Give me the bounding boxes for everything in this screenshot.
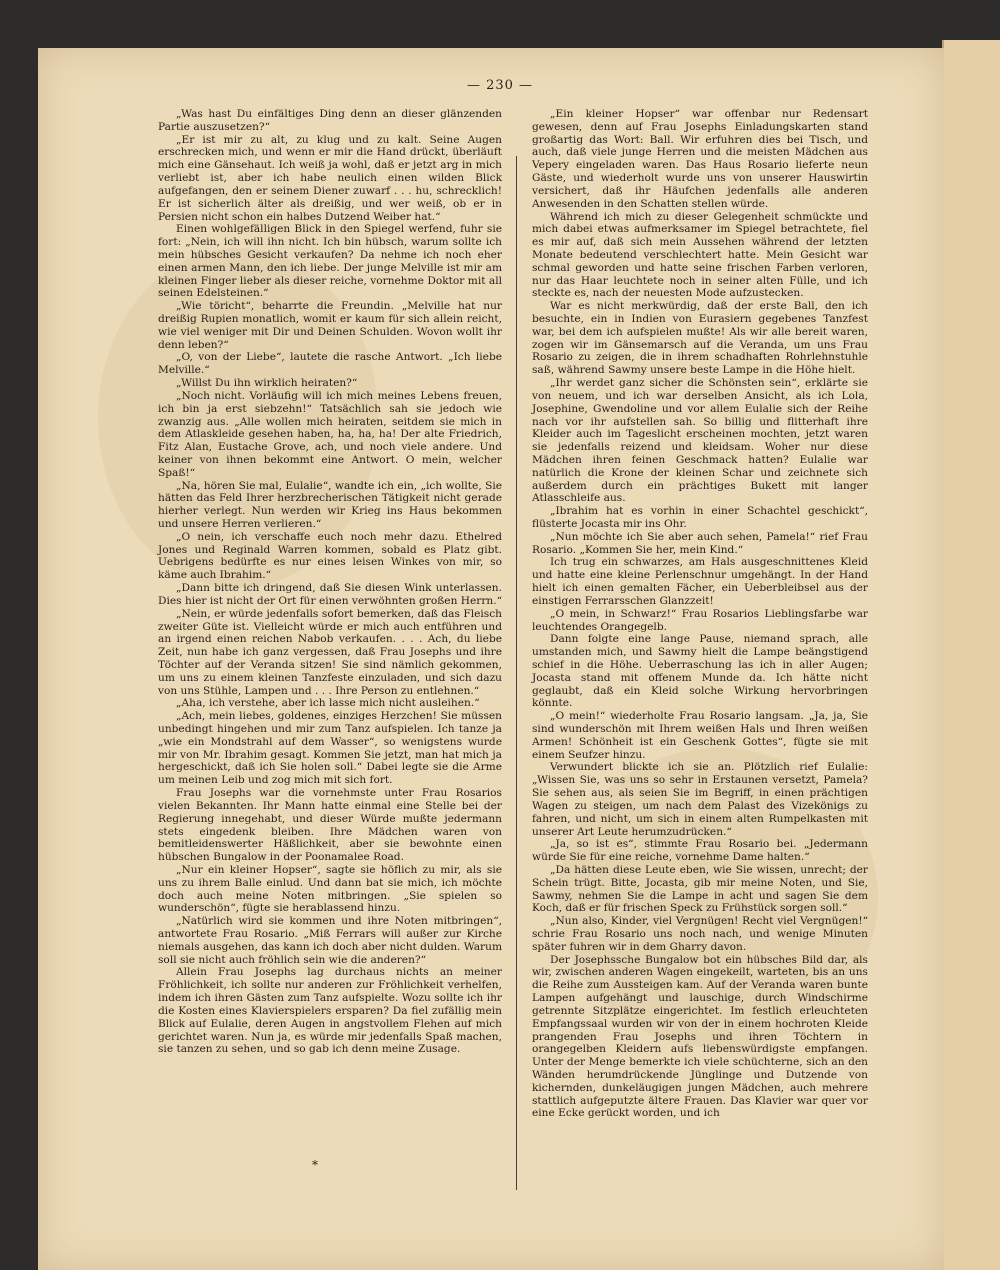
paragraph: „Nun also, Kinder, viel Vergnügen! Recht viel Vergnügen!“ schrie Frau Rosario uns noch nach, und wenige Minuten später fuhren wir in dem Gharry davon.	[532, 915, 868, 953]
paragraph: War es nicht merkwürdig, daß der erste Ball, den ich besuchte, ein in Indien von Eurasiern gegebenes Tanzfest war, bei dem ich aufspielen mußte! Als wir alle bereit waren, zogen wir im Gänsemarsch auf die Veranda, um uns Frau Rosario zu zeigen, die in ihrem schadhaften Rohrlehnstuhle saß, während Sawmy unsere beste Lampe in die Höhe hielt.	[532, 300, 868, 377]
paragraph: „Na, hören Sie mal, Eulalie“, wandte ich ein, „ich wollte, Sie hätten das Feld Ihrer herzbrecherischen Tätigkeit nicht gerade hierher verlegt. Nun werden wir Krieg ins Haus bekommen und unsere Herren verlieren.“	[158, 479, 502, 530]
section-asterisk: *	[312, 1158, 318, 1172]
paragraph: „O mein!“ wiederholte Frau Rosario langsam. „Ja, ja, Sie sind wunderschön mit Ihrem weißen Hals und Ihren weißen Armen! Schönheit ist ein Geschenk Gottes“, fügte sie mit einem Seufzer hinzu.	[532, 710, 868, 761]
left-text-column	[158, 108, 502, 1056]
adjacent-page-edge	[942, 40, 1000, 1270]
paragraph: „Ja, so ist es“, stimmte Frau Rosario bei. „Jedermann würde Sie für eine reiche, vornehme Dame halten.“	[532, 838, 868, 864]
right-text-column	[532, 108, 868, 1120]
paragraph: „Nur ein kleiner Hopser“, sagte sie höflich zu mir, als sie uns zu ihrem Balle einlud. Und dann bat sie mich, ich möchte doch auch meine Noten mitbringen. „Sie spielen so wunderschön“, fügte sie herablassend hinzu.	[158, 863, 502, 915]
paragraph: „Willst Du ihn wirklich heiraten?“	[176, 377, 358, 390]
paragraph: „Aha, ich verstehe, aber ich lasse mich nicht ausleihen.“	[176, 697, 480, 710]
paragraph: „O nein, ich verschaffe euch noch mehr dazu. Ethelred Jones und Reginald Warren kommen, sobald es Platz gibt. Uebrigens bedürfte es nur eines leisen Winkes von mir, so käme auch Ibrahim.“	[158, 530, 502, 582]
paragraph: Einen wohlgefälligen Blick in den Spiegel werfend, fuhr sie fort: „Nein, ich will ihn nicht. Ich bin hübsch, warum sollte ich mein hübsches Gesicht verkaufen? Da nehme ich noch eher einen armen Mann, den ich liebe. Der junge Melville ist mir am kleinen Finger lieber als dieser reiche, vornehme Doktor mit all seinen Edelsteinen.“	[158, 223, 502, 300]
paragraph: „Er ist mir zu alt, zu klug und zu kalt. Seine Augen erschrecken mich, und wenn er mir die Hand drückt, überläuft mich eine Gänsehaut. Ich weiß ja wohl, daß er jetzt arg in mich verliebt ist, aber ich habe neulich einen wilden Blick aufgefangen, den er seinem Diener zuwarf . . . hu, schrecklich! Er ist sicherlich älter als dreißig, und wer weiß, ob er in Persien nicht schon ein halbes Dutzend Weiber hat.“	[158, 133, 502, 223]
paragraph: „Noch nicht. Vorläufig will ich mich meines Lebens freuen, ich bin ja erst siebzehn!“ Tatsächlich sah sie jedoch wie zwanzig aus. „Alle wollen mich heiraten, seitdem sie mich in dem Atlaskleide gesehen haben, ha, ha, ha! Der alte Friedrich, Fitz Alan, Eustache Grove, ach, und noch viele andere. Und keiner von ihnen bekommt eine Antwort. O mein, welcher Spaß!“	[158, 389, 502, 479]
paragraph: Verwundert blickte ich sie an. Plötzlich rief Eulalie: „Wissen Sie, was uns so sehr in Erstaunen versetzt, Pamela? Sie sehen aus, als seien Sie im Begriff, in einen prächtigen Wagen zu steigen, um nach dem Palast des Vizekönigs zu fahren, und nicht, um sich in einem alten Rumpelkasten mit unserer Art Leute herumzudrücken.“	[532, 761, 868, 838]
paragraph: „Natürlich wird sie kommen und ihre Noten mitbringen“, antwortete Frau Rosario. „Miß Ferrars will außer zur Kirche niemals ausgehen, das kann ich doch aber nicht dulden. Warum soll sie nicht auch fröhlich sein wie die anderen?“	[158, 915, 502, 966]
paragraph: Ich trug ein schwarzes, am Hals ausgeschnittenes Kleid und hatte eine kleine Perlenschnur umgehängt. In der Hand hielt ich einen gemalten Fächer, ein Ueberbleibsel aus der einstigen Ferrarsschen Glanzzeit!	[532, 556, 868, 607]
paragraph: Der Josephssche Bungalow bot ein hübsches Bild dar, als wir, zwischen anderen Wagen eingekeilt, warteten, bis an uns die Reihe zum Aussteigen kam. Auf der Veranda waren bunte Lampen aufgehängt und lauschige, durch Windschirme getrennte Sitzplätze eingerichtet. Im festlich erleuchteten Empfangssaal wurden wir von der in einem hochroten Kleide prangenden Frau Josephs und ihren Töchtern in orangegelben Kleidern aufs liebenswürdigste empfangen. Unter der Menge bemerkte ich viele schüchterne, sich an den Wänden herumdrückende Jünglinge und Dutzende von kichernden, dunkeläugigen jungen Mädchen, auch mehrere stattlich aufgeputzte ältere Frauen. Das Klavier war quer vor eine Ecke gerückt worden, und ich	[532, 953, 868, 1120]
paragraph: „Was hast Du einfältiges Ding denn an dieser glänzenden Partie auszusetzen?“	[158, 108, 502, 133]
paragraph: „Da hätten diese Leute eben, wie Sie wissen, unrecht; der Schein trügt. Bitte, Jocasta, gib mir meine Noten, und Sie, Sawmy, nehmen Sie die Lampe in acht und sagen Sie dem Koch, daß er für frischen Speck zu Frühstück sorgen soll.“	[532, 863, 868, 915]
paragraph: „Ibrahim hat es vorhin in einer Schachtel geschickt“, flüsterte Jocasta mir ins Ohr.	[532, 505, 868, 530]
paragraph: „Nun möchte ich Sie aber auch sehen, Pamela!“ rief Frau Rosario. „Kommen Sie her, mein Kind.“	[532, 530, 868, 556]
paragraph: „Nein, er würde jedenfalls sofort bemerken, daß das Fleisch zweiter Güte ist. Vielleicht würde er mich auch entführen und an irgend einen reichen Nabob verkaufen. . . . Ach, du liebe Zeit, nun habe ich ganz vergessen, daß Frau Josephs und ihre Töchter auf der Veranda sitzen! Sie sind nämlich gekommen, um uns zu einem kleinen Tanzfeste einzuladen, und sich dazu von uns Stühle, Lampen und . . . Ihre Person zu entlehnen.“	[158, 607, 502, 697]
page-number: — 230 —	[466, 78, 534, 93]
paragraph: „O, von der Liebe“, lautete die rasche Antwort. „Ich liebe Melville.“	[158, 351, 502, 377]
paragraph: Während ich mich zu dieser Gelegenheit schmückte und mich dabei etwas aufmerksamer im Spiegel betrachtete, fiel es mir auf, daß sich mein Aussehen während der letzten Monate bedeutend verschlechtert hatte. Mein Gesicht war schmal geworden und hatte seine frischen Farben verloren, nur das Haar leuchtete noch in seiner alten Fülle, und ich steckte es, nach der neuesten Mode aufzustecken.	[532, 210, 868, 300]
paragraph: Allein Frau Josephs lag durchaus nichts an meiner Fröhlichkeit, ich sollte nur anderen zur Fröhlichkeit verhelfen, indem ich ihren Gästen zum Tanz aufspielte. Wozu sollte ich ihr die Kosten eines Klavierspielers ersparen? Da fiel zufällig mein Blick auf Eulalie, deren Augen in angstvollem Flehen auf mich gerichtet waren. Nun ja, es würde mir jedenfalls Spaß machen, sie tanzen zu sehen, und so gab ich denn meine Zusage.	[158, 966, 502, 1056]
paragraph: „Ein kleiner Hopser“ war offenbar nur Redensart gewesen, denn auf Frau Josephs Einladungskarten stand großartig das Wort: Ball. Wir erfuhren dies bei Tisch, und auch, daß viele junge Herren und die meisten Mädchen aus Vepery eingeladen waren. Das Haus Rosario lieferte neun Gäste, und wiederholt wurde uns von unserer Hauswirtin versichert, daß ihr Häufchen jedenfalls alle anderen Anwesenden in den Schatten stellen würde.	[532, 108, 868, 210]
paragraph: „Ihr werdet ganz sicher die Schönsten sein“, erklärte sie von neuem, und ich war derselben Ansicht, als ich Lola, Josephine, Gwendoline und vor allem Eulalie sich der Reihe nach vor ihr aufstellen sah. So billig und flitterhaft ihre Kleider auch im Tageslicht erscheinen mochten, jetzt waren sie jedenfalls reizend und kleidsam. Woher nur diese Mädchen ihren feinen Geschmack hatten? Eulalie war natürlich die Krone der kleinen Schar und zeichnete sich außerdem durch ein prächtiges Bukett mit langer Atlasschleife aus.	[532, 377, 868, 505]
paragraph: Frau Josephs war die vornehmste unter Frau Rosarios vielen Bekannten. Ihr Mann hatte einmal eine Stelle bei der Regierung innegehabt, und dieser Würde mußte jedermann stets eingedenk bleiben. Ihre Mädchen waren von bemitleidenswerter Häßlichkeit, aber sie bewohnte einen hübschen Bungalow in der Poonamalee Road.	[158, 787, 502, 864]
paragraph: „O mein, in Schwarz!“ Frau Rosarios Lieblingsfarbe war leuchtendes Orangegelb.	[532, 607, 868, 633]
column-divider	[516, 156, 517, 1190]
paragraph: „Ach, mein liebes, goldenes, einziges Herzchen! Sie müssen unbedingt hingehen und mir zum Tanz aufspielen. Ich tanze ja „wie ein Mondstrahl auf dem Wasser“, so wenigstens wurde mir von Mr. Ibrahim gesagt. Kommen Sie jetzt, man hat mich ja hergeschickt, daß ich Sie holen soll.“ Dabei legte sie die Arme um meinen Leib und zog mich mit sich fort.	[158, 710, 502, 787]
paragraph: Dann folgte eine lange Pause, niemand sprach, alle umstanden mich, und Sawmy hielt die Lampe beängstigend schief in die Höhe. Ueberraschung las ich in aller Augen; Jocasta stand mit offenem Munde da. Ich hätte nicht geglaubt, daß ein Kleid solche Wirkung hervorbringen könnte.	[532, 633, 868, 710]
paragraph: „Dann bitte ich dringend, daß Sie diesen Wink unterlassen. Dies hier ist nicht der Ort für einen verwöhnten großen Herrn.“	[158, 582, 503, 607]
paragraph: „Wie töricht“, beharrte die Freundin. „Melville hat nur dreißig Rupien monatlich, womit er kaum für sich allein reicht, wie viel weniger mit Dir und Deinen Schulden. Wovon wollt ihr denn leben?“	[158, 300, 502, 351]
